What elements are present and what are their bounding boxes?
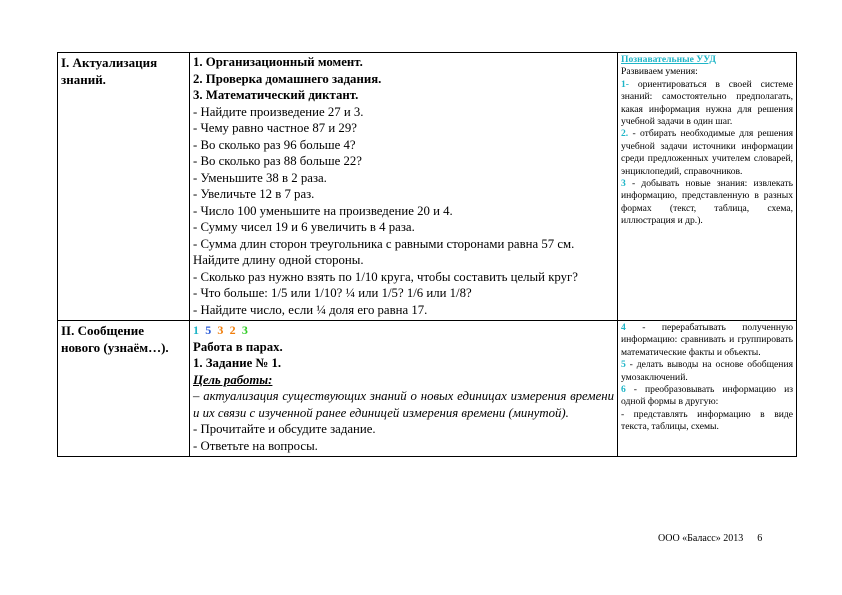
goal-text: – актуализация существующих знаний о новых единицах измерения времени и их связи с изученной ранее единицей измерения времени (минутой). (193, 389, 614, 420)
uud-item-number: 5 (621, 359, 626, 371)
marker-number: 2 (229, 323, 236, 337)
uud-item-text: - делать выводы на основе обобщения умозаключений. (621, 359, 793, 383)
stage-cell (58, 53, 190, 321)
uud-item-text: - отбирать необходимые для решения учебной задачи источники информации среди предложенных учителем словарей, энциклопедий, справочников. (621, 128, 793, 177)
uud-intro: Развиваем умения: (621, 66, 698, 78)
task-item: - Ответьте на вопросы. (193, 438, 318, 453)
content-cell (190, 321, 618, 457)
uud-item-text: ориентироваться в своей системе знаний: самостоятельно предполагать, какая информация нужна для решения учебной задачи в один шаг. (621, 78, 793, 128)
table-row (58, 53, 797, 321)
uud-item-text: - перерабатывать полученную информацию: сравнивать и группировать математические факты и объекты. (621, 322, 793, 358)
uud-item-number: 4 (621, 322, 626, 333)
question-item: - Уменьшите 38 в 2 раза. (193, 170, 327, 185)
content-cell (190, 53, 618, 321)
table-row (58, 321, 797, 457)
question-item: - Число 100 уменьшите на произведение 20 и 4. (193, 203, 453, 218)
marker-number: 3 (241, 323, 248, 337)
content-heading: 1. Задание № 1. (193, 356, 282, 370)
uud-item-text: - добывать новые знания: извлекать информацию, представленную в разных формах (текст, таблица, схема, иллюстрация и др.). (621, 178, 793, 227)
uud-item (621, 178, 793, 228)
content-heading: 2. Проверка домашнего задания. (193, 71, 382, 86)
uud-item (621, 359, 793, 384)
question-item: - Найдите произведение 27 и 3. (193, 104, 364, 119)
uud-item-number: 6 (621, 384, 626, 396)
uud-item (621, 409, 793, 434)
uud-cell (618, 53, 797, 321)
goal-label-text: Цель работы: (193, 372, 273, 387)
footer-company: ООО «Баласс» 2013 (658, 533, 744, 544)
color-number-markers (193, 322, 614, 339)
content-heading: 3. Математический диктант. (193, 88, 359, 102)
uud-item (621, 79, 793, 129)
marker-number: 1 (193, 323, 199, 337)
task-item: - Прочитайте и обсудите задание. (193, 422, 376, 436)
question-item: - Во сколько раз 88 больше 22? (193, 154, 362, 168)
stage-cell (58, 321, 190, 457)
uud-item-number: 3 (621, 178, 626, 190)
content-heading: 1. Организационный момент. (193, 55, 363, 69)
page-footer (658, 533, 762, 544)
uud-item-number: 1- (621, 78, 629, 90)
marker-number: 5 (205, 323, 212, 337)
goal-label (193, 372, 614, 389)
uud-item-text: - преобразовывать информацию из одной формы в другую: (621, 384, 793, 408)
question-item: - Чему равно частное 87 и 29? (193, 121, 357, 135)
uud-heading: Познавательные УУД (621, 54, 716, 65)
lesson-table (57, 52, 797, 457)
stage-label: II. Сообщение нового (узнаём…). (61, 323, 169, 355)
question-item: - Найдите число, если ¼ доля его равна 17. (193, 302, 428, 317)
page-number: 6 (757, 533, 763, 544)
question-item: - Увеличьте 12 в 7 раз. (193, 187, 315, 201)
uud-item (621, 384, 793, 409)
question-item: - Сумму чисел 19 и 6 увеличить в 4 раза. (193, 220, 415, 234)
question-item: - Что больше: 1/5 или 1/10? ¼ или 1/5? 1/6 или 1/8? (193, 286, 472, 300)
uud-cell (618, 321, 797, 457)
stage-label: I. Актуализация знаний. (61, 55, 158, 87)
uud-item (621, 322, 793, 359)
question-item: - Сколько раз нужно взять по 1/10 круга, чтобы составить целый круг? (193, 269, 578, 284)
uud-item (621, 128, 793, 178)
uud-item-number: 2. (621, 128, 629, 140)
content-heading: Работа в парах. (193, 339, 283, 354)
question-item: - Во сколько раз 96 больше 4? (193, 137, 356, 152)
uud-item-text: - представлять информацию в виде текста, таблицы, схемы. (621, 408, 793, 433)
marker-number: 3 (217, 323, 224, 337)
question-item: - Сумма длин сторон треугольника с равными сторонами равна 57 см. Найдите длину одной стороны. (193, 236, 575, 267)
